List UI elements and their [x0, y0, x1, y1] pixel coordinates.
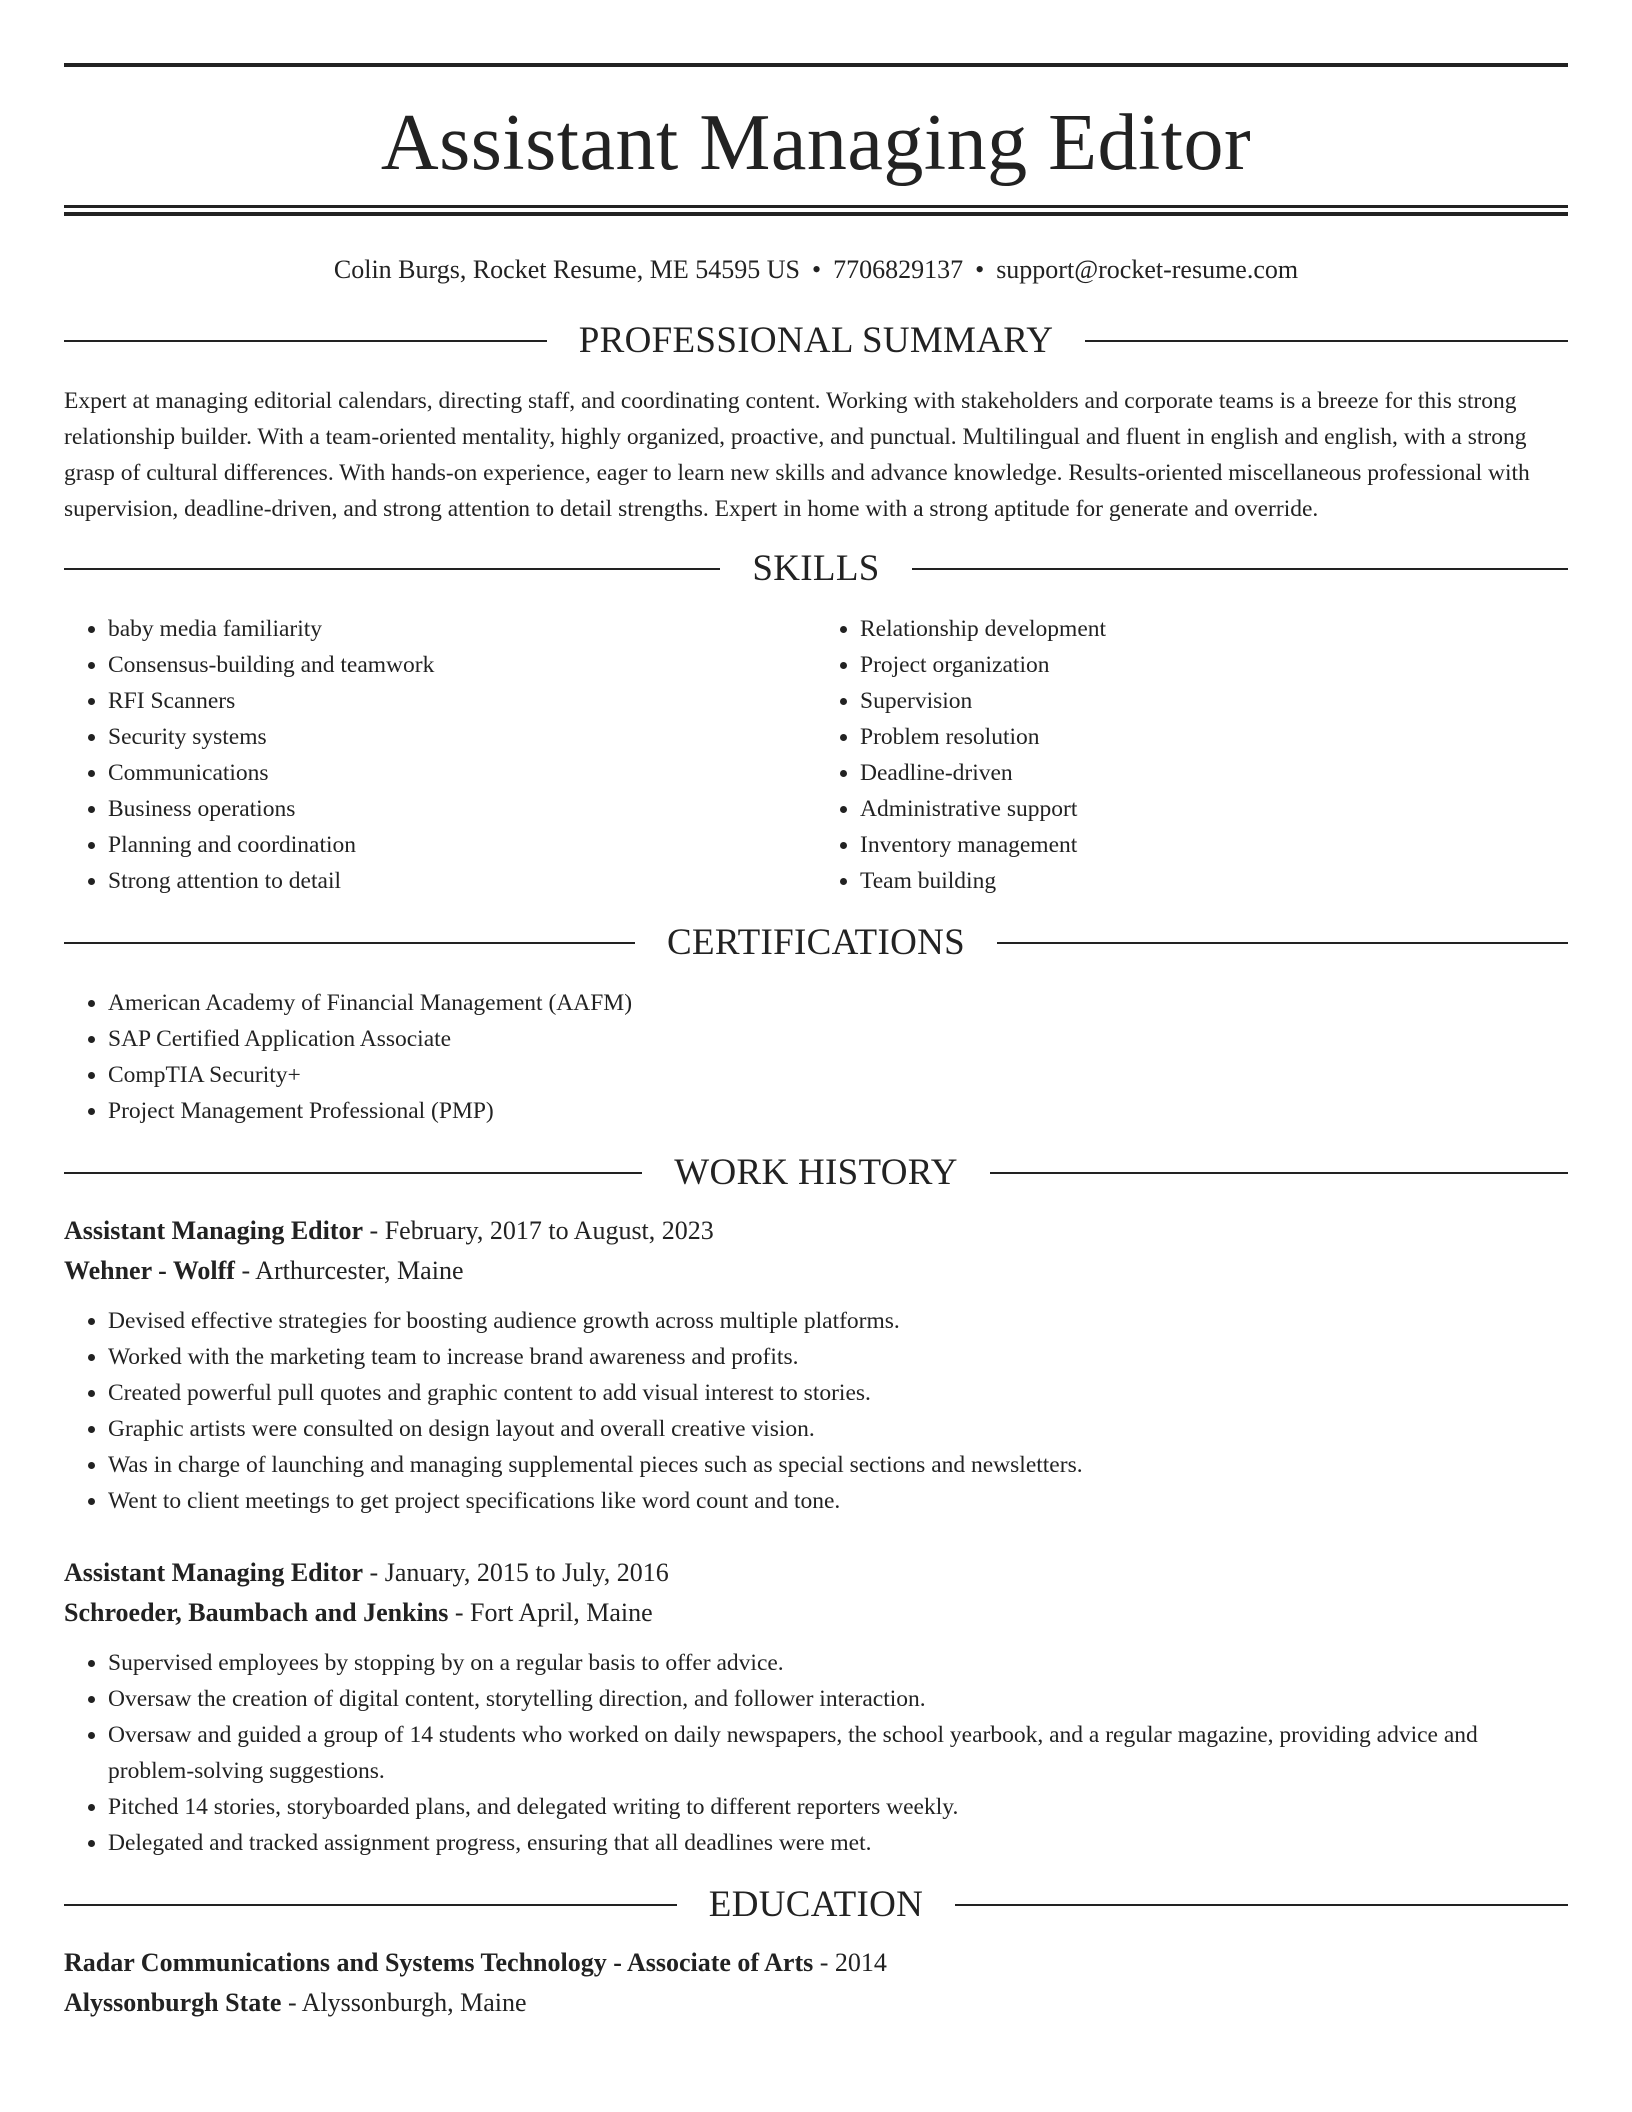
skill-item: • Strong attention to detail [108, 863, 816, 899]
resume-title: Assistant Managing Editor [380, 99, 1252, 187]
skill-item: • Inventory management [860, 827, 1568, 863]
education-heading-label: EDUCATION [708, 1884, 924, 1925]
contact-separator: • [975, 255, 985, 284]
job-bullet: • Oversaw the creation of digital content, storytelling direction, and follower interaction. [108, 1681, 1568, 1717]
resume-page [64, 0, 1568, 2023]
summary-heading [64, 319, 1568, 363]
education-degree-line [64, 1943, 1568, 1983]
heading-rule-right [912, 568, 1568, 570]
title-double-rule [64, 205, 1568, 216]
heading-rule-left [64, 568, 720, 570]
job-bullet: • Went to client meetings to get project specifications like word count and tone. [108, 1483, 1568, 1519]
certification-item: • American Academy of Financial Management (AAFM) [108, 985, 1568, 1021]
education-year: - 2014 [813, 1948, 887, 1977]
job-bullets [64, 1303, 1568, 1519]
skill-item: • Planning and coordination [108, 827, 816, 863]
skill-item: • Communications [108, 755, 816, 791]
skills-grid [64, 611, 1568, 899]
skill-item: • Business operations [108, 791, 816, 827]
skills-list-right [816, 611, 1568, 899]
work-heading-label: WORK HISTORY [674, 1152, 958, 1193]
education-heading [64, 1883, 1568, 1927]
contact-separator: • [811, 255, 822, 284]
job-company: Wehner - Wolff [64, 1256, 235, 1285]
heading-rule-left [64, 942, 635, 944]
heading-rule-right [955, 1904, 1568, 1906]
job-title-line [64, 1211, 1568, 1251]
skill-item: • RFI Scanners [108, 683, 816, 719]
job-entry [64, 1211, 1568, 1519]
job-bullet: • Graphic artists were consulted on design layout and overall creative vision. [108, 1411, 1568, 1447]
job-bullet: • Supervised employees by stopping by on a regular basis to offer advice. [108, 1645, 1568, 1681]
contact-address: Colin Burgs, Rocket Resume, ME 54595 US [333, 255, 800, 284]
job-dates: - February, 2017 to August, 2023 [363, 1216, 714, 1245]
job-bullet: • Created powerful pull quotes and graphic content to add visual interest to stories. [108, 1375, 1568, 1411]
skill-item: • Security systems [108, 719, 816, 755]
education-institution-line [64, 1983, 1568, 2023]
contact-phone: 7706829137 [833, 255, 964, 284]
contact-line [64, 252, 1568, 288]
heading-rule-right [1085, 340, 1568, 342]
job-bullet: • Was in charge of launching and managing supplemental pieces such as special sections and newsletters. [108, 1447, 1568, 1483]
skill-item: • Administrative support [860, 791, 1568, 827]
job-org-line [64, 1593, 1568, 1633]
job-bullet: • Delegated and tracked assignment progress, ensuring that all deadlines were met. [108, 1825, 1568, 1861]
education-entry [64, 1943, 1568, 2023]
skills-list-left [64, 611, 816, 899]
summary-heading-label: PROFESSIONAL SUMMARY [578, 320, 1054, 361]
summary-text: Expert at managing editorial calendars, directing staff, and coordinating content. Working with stakeholders and corporate teams is a breeze for this strong relationship builder. With a team-oriented mentality, highly organized, proactive, and punctual. Multilingual and fluent in english and english, with a strong grasp of cultural differences. With hands-on experience, eager to learn new skills and advance knowledge. Results-oriented miscellaneous professional with supervision, deadline-driven, and strong attention to detail strengths. Expert in home with a strong aptitude for generate and override. [64, 388, 1530, 522]
job-org-line [64, 1251, 1568, 1291]
job-location: - Arthurcester, Maine [234, 1256, 464, 1285]
skill-item: • Project organization [860, 647, 1568, 683]
certifications-list [64, 985, 1568, 1129]
heading-rule-left [64, 340, 547, 342]
job-bullet: • Worked with the marketing team to increase brand awareness and profits. [108, 1339, 1568, 1375]
job-location: - Fort April, Maine [448, 1598, 653, 1627]
skill-item: • Deadline-driven [860, 755, 1568, 791]
heading-rule-left [64, 1904, 677, 1906]
education-location: - Alyssonburgh, Maine [281, 1988, 527, 2017]
job-company: Schroeder, Baumbach and Jenkins [64, 1598, 449, 1627]
certifications-heading-label: CERTIFICATIONS [667, 922, 965, 963]
certification-item: • SAP Certified Application Associate [108, 1021, 1568, 1057]
skill-item: • baby media familiarity [108, 611, 816, 647]
job-title: Assistant Managing Editor [64, 1216, 364, 1245]
heading-rule-left [64, 1172, 642, 1174]
education-school: Radar Communications and Systems Technology - Associate of Arts [64, 1948, 814, 1977]
skill-item: • Problem resolution [860, 719, 1568, 755]
skill-item: • Relationship development [860, 611, 1568, 647]
certification-item: • Project Management Professional (PMP) [108, 1093, 1568, 1129]
job-bullet: • Devised effective strategies for boosting audience growth across multiple platforms. [108, 1303, 1568, 1339]
job-bullet: • Pitched 14 stories, storyboarded plans, and delegated writing to different reporters weekly. [108, 1789, 1568, 1825]
skill-item: • Consensus-building and teamwork [108, 647, 816, 683]
contact-email: support@rocket-resume.com [996, 255, 1299, 284]
certification-item: • CompTIA Security+ [108, 1057, 1568, 1093]
education-institution: Alyssonburgh State [64, 1988, 282, 2017]
top-rule [64, 63, 1568, 67]
job-dates: - January, 2015 to July, 2016 [363, 1558, 669, 1587]
work-heading [64, 1151, 1568, 1195]
skill-item: • Team building [860, 863, 1568, 899]
job-bullet: • Oversaw and guided a group of 14 students who worked on daily newspapers, the school yearbook, and a regular magazine, providing advice and problem-solving suggestions. [108, 1717, 1568, 1789]
skill-item: • Supervision [860, 683, 1568, 719]
job-title: Assistant Managing Editor [64, 1558, 364, 1587]
heading-rule-right [990, 1172, 1568, 1174]
skills-heading-label: SKILLS [752, 548, 880, 589]
job-title-line [64, 1553, 1568, 1593]
job-bullets [64, 1645, 1568, 1861]
skills-heading [64, 547, 1568, 591]
heading-rule-right [997, 942, 1568, 944]
job-entry [64, 1553, 1568, 1861]
certifications-heading [64, 921, 1568, 965]
